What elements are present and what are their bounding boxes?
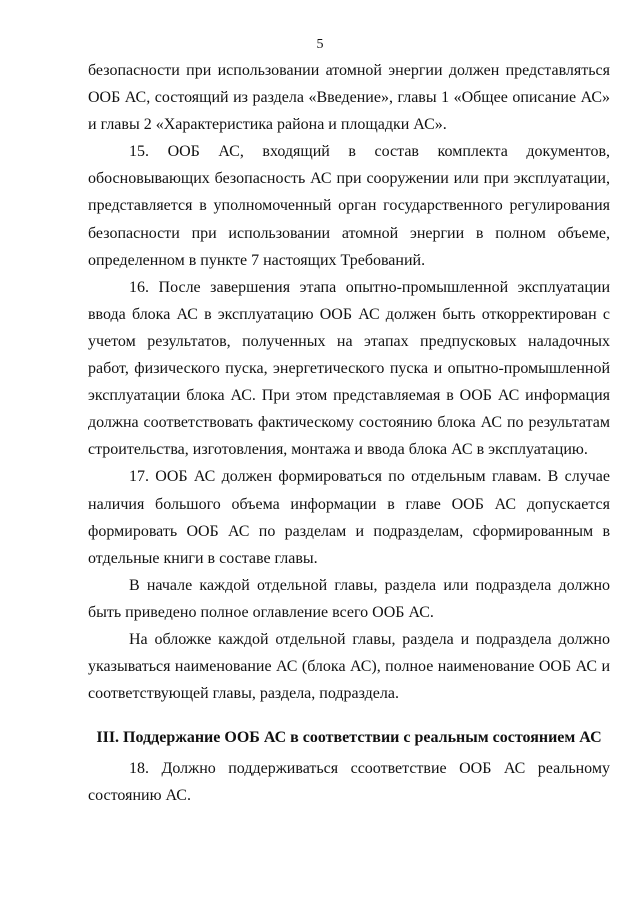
paragraph-16: 16. После завершения этапа опытно-промышленной эксплуатации ввода блока АС в эксплуатацию ООБ АС должен быть откорректирован с учетом результатов, полученных на этапах предпусковых наладочных работ, физического пуска, энергетического пуска и опытно-промышленной эксплуатации блока АС. При этом представляемая в ООБ АС информация должна соответствовать фактическому состоянию блока АС по результатам строительства, изготовления, монтажа и ввода блока АС в эксплуатацию. (88, 278, 610, 459)
paragraph-continuation: безопасности при использовании атомной энергии должен представляться ООБ АС, состоящий из раздела «Введение», главы 1 «Общее описание АС» и главы 2 «Характеристика района и площадки АС». (88, 62, 610, 134)
section-heading: III. Поддержание ООБ АС в соответствии с реальным состоянием АС (96, 729, 602, 747)
document-body (88, 57, 610, 809)
paragraph-18: 18. Должно поддерживаться ссоответствие ООБ АС реальному состоянию АС. (88, 760, 610, 805)
page-number: 5 (316, 37, 324, 52)
paragraph-17-toc: В начале каждой отдельной главы, раздела или подраздела должно быть приведено полное оглавление всего ООБ АС. (88, 576, 610, 621)
paragraph-17: 17. ООБ АС должен формироваться по отдельным главам. В случае наличия большого объема информации в главе ООБ АС допускается формировать ООБ АС по разделам и подразделам, сформированным в отдельные книги в составе главы. (88, 468, 610, 567)
paragraph-17-cover: На обложке каждой отдельной главы, раздела и подраздела должно указываться наименование АС (блока АС), полное наименование ООБ АС и соответствующей главы, раздела, подраздела. (88, 630, 610, 703)
paragraph-15: 15. ООБ АС, входящий в состав комплекта документов, обосновывающих безопасность АС при сооружении или при эксплуатации, представляется в уполномоченный орган государственного регулирования безопасности при использовании атомной энергии в полном объеме, определенном в пункте 7 настоящих Требований. (88, 143, 610, 269)
